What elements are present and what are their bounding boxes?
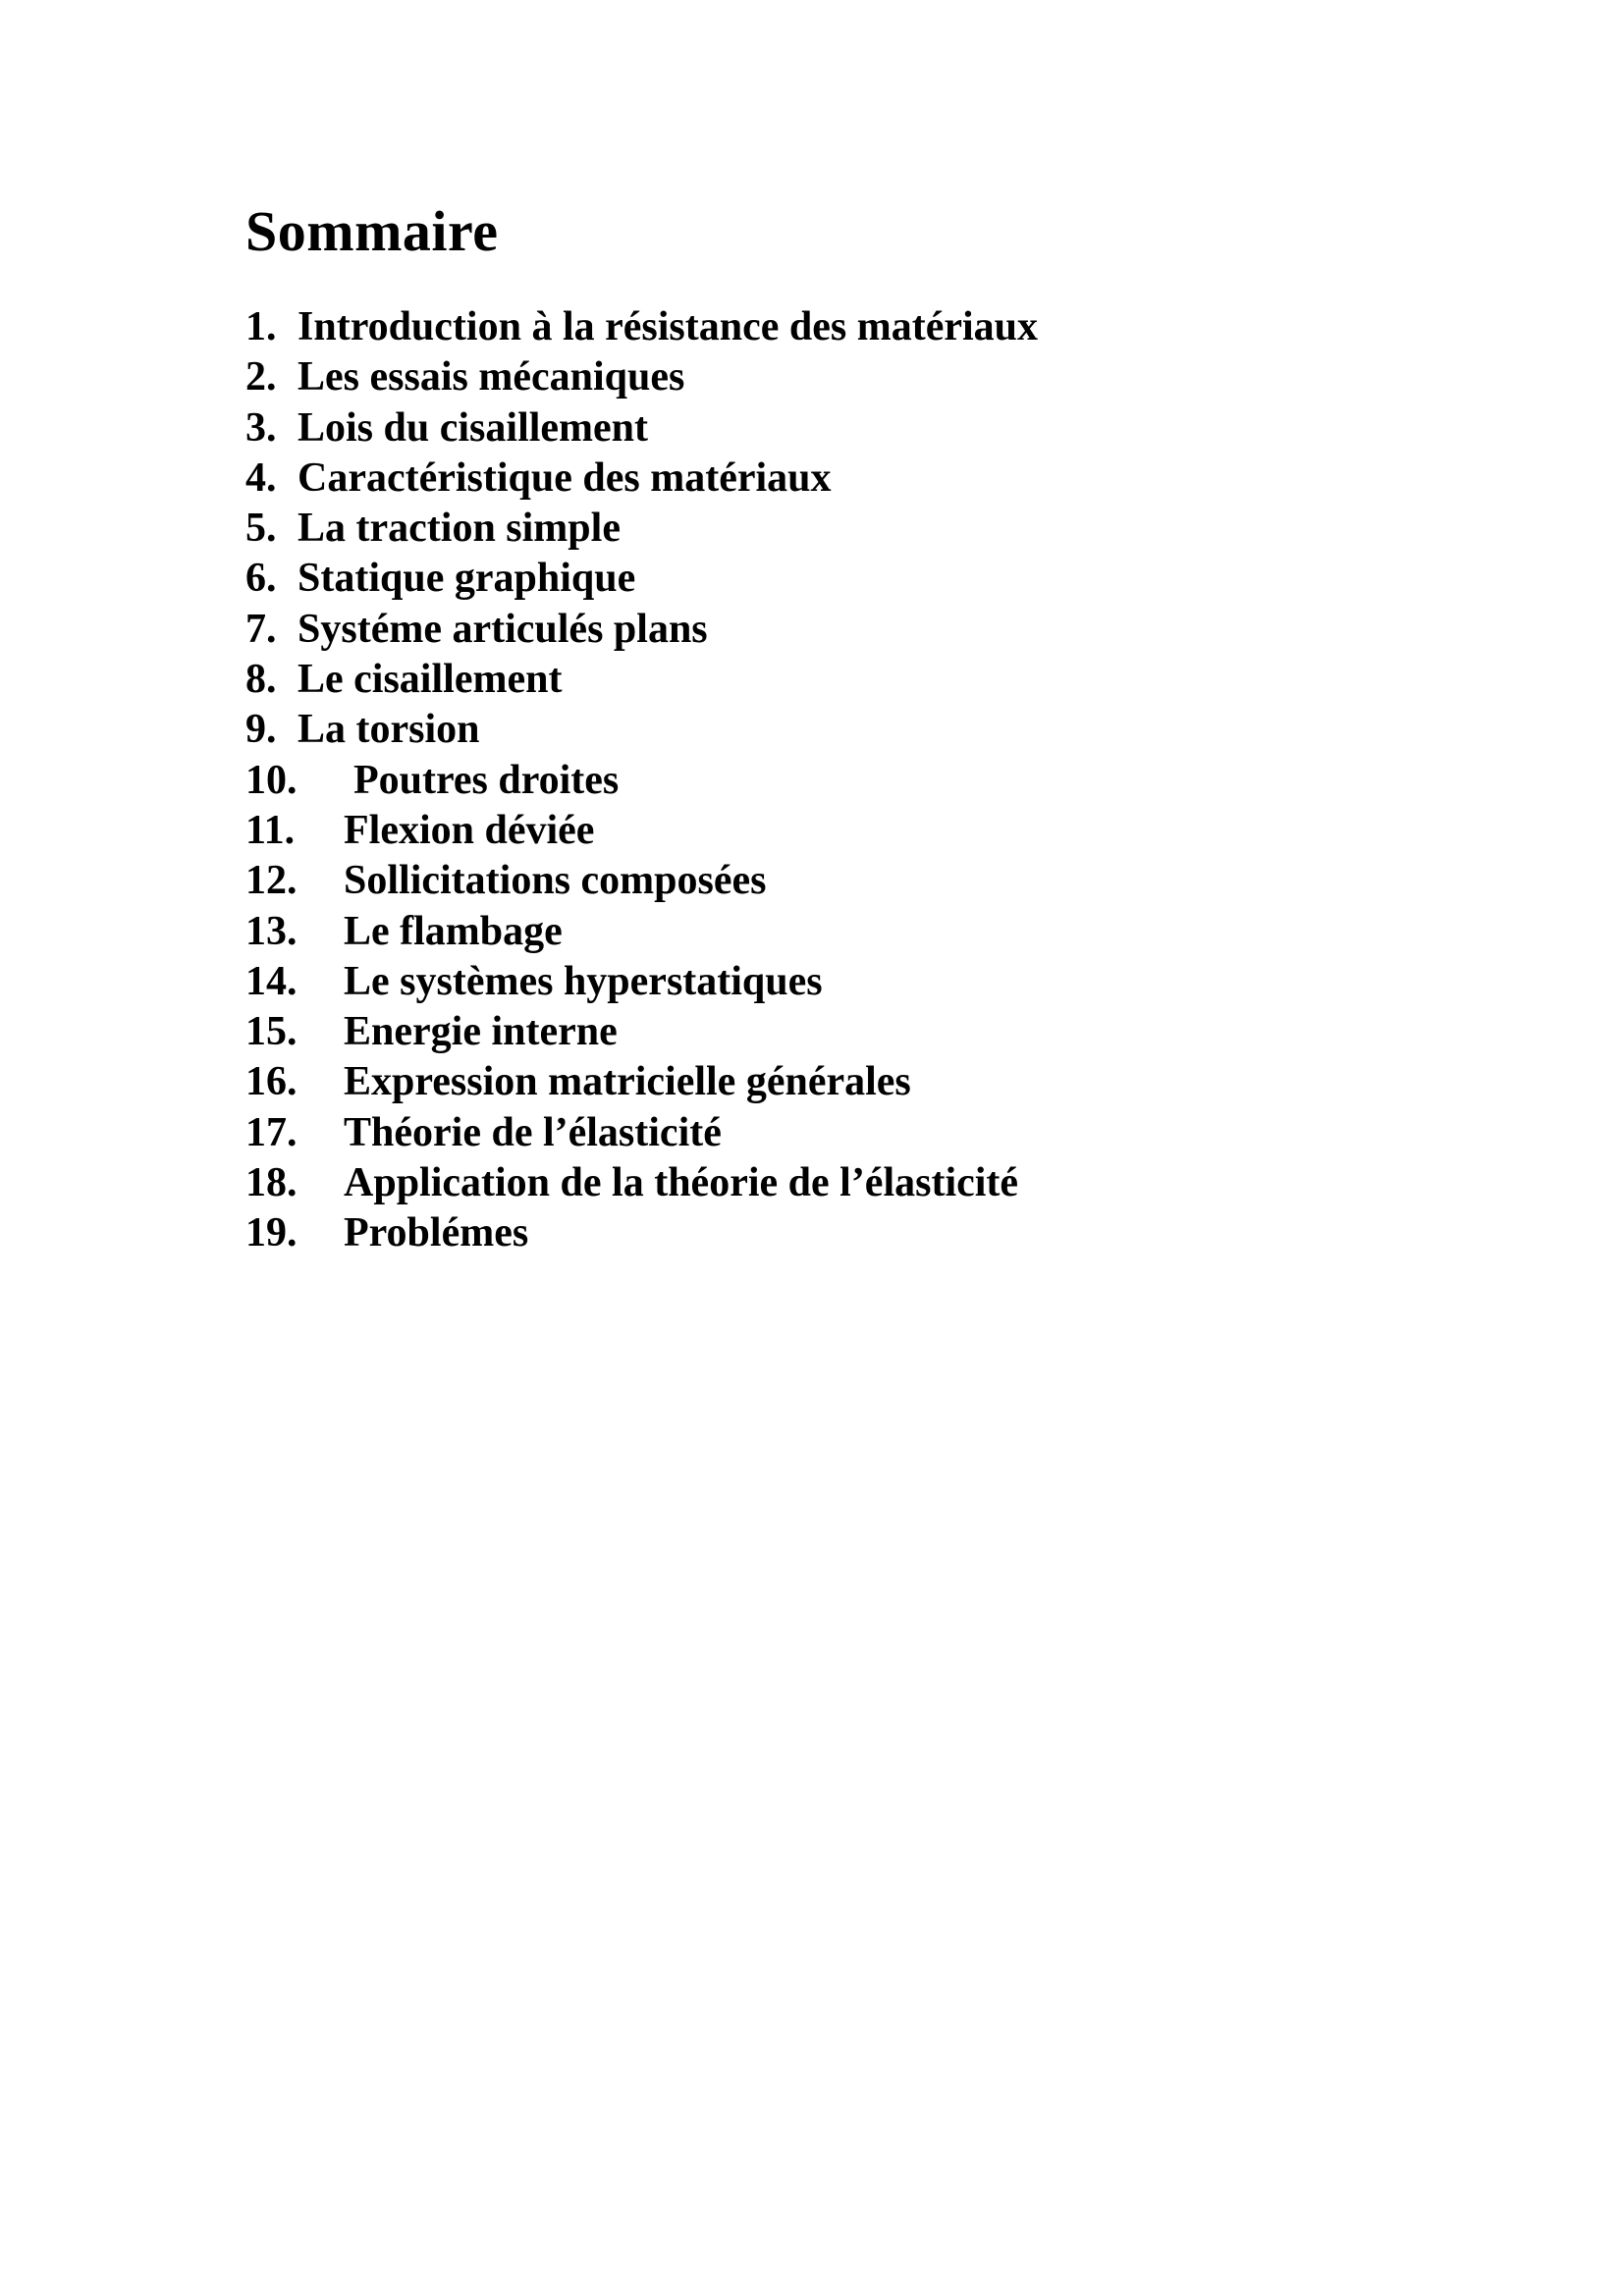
toc-item [245,302,1038,352]
toc-item [245,1208,1038,1258]
toc-item [245,907,1038,957]
toc-item-number: 7. [245,606,277,652]
toc-item-number: 16. [245,1059,298,1105]
toc-item [245,1057,1038,1107]
toc-item-number: 12. [245,858,298,904]
toc-item [245,1108,1038,1158]
toc-item-number: 1. [245,304,277,349]
toc-item-number: 6. [245,556,277,602]
toc-item-label: Le cisaillement [298,657,563,703]
toc-item-label: Lois du cisaillement [298,404,649,451]
toc-item [245,806,1038,856]
toc-item [245,554,1038,604]
toc-item-label: Poutres droites [353,757,620,803]
toc-item [245,705,1038,755]
toc-item-label: Introduction à la résistance des matériaux [298,304,1039,349]
toc-item-number: 3. [245,404,277,451]
toc-item-number: 13. [245,908,298,954]
table-of-contents [245,302,1038,1259]
toc-item-label: Sollicitations composées [344,858,767,904]
toc-item-label: Les essais mécaniques [298,354,685,400]
toc-item-number: 4. [245,454,277,501]
toc-item [245,856,1038,906]
toc-item [245,1158,1038,1208]
toc-item-label: Expression matricielle générales [344,1059,911,1105]
toc-item-label: Energie interne [344,1009,618,1055]
toc-item-number: 18. [245,1160,298,1206]
toc-item-number: 9. [245,707,277,753]
toc-item-label: La traction simple [298,506,621,552]
toc-item-label: Flexion déviée [344,807,595,853]
toc-item-label: Le systèmes hyperstatiques [344,958,823,1004]
toc-item-number: 5. [245,506,277,552]
toc-item [245,1007,1038,1057]
toc-item-label: Statique graphique [298,556,636,602]
toc-item [245,352,1038,402]
toc-item-number: 19. [245,1210,298,1256]
toc-item [245,454,1038,504]
toc-item-label: La torsion [298,707,480,753]
toc-item-label: Systéme articulés plans [298,606,708,652]
toc-item [245,756,1038,806]
toc-item-number: 10. [245,757,298,803]
toc-item-label: Problémes [344,1210,529,1256]
toc-item-number: 8. [245,657,277,703]
toc-item-label: Le flambage [344,908,563,954]
toc-item [245,957,1038,1007]
toc-item [245,504,1038,554]
toc-item [245,403,1038,454]
page-title: Sommaire [245,199,499,263]
toc-item-number: 17. [245,1109,298,1155]
toc-item [245,655,1038,705]
toc-item-label: Théorie de l’élasticité [344,1109,722,1155]
toc-item-number: 14. [245,958,298,1004]
toc-item [245,605,1038,655]
toc-item-number: 11. [245,807,296,853]
toc-item-number: 2. [245,354,277,400]
toc-item-label: Application de la théorie de l’élasticité [344,1160,1019,1206]
toc-item-number: 15. [245,1009,298,1055]
toc-item-label: Caractéristique des matériaux [298,454,832,501]
